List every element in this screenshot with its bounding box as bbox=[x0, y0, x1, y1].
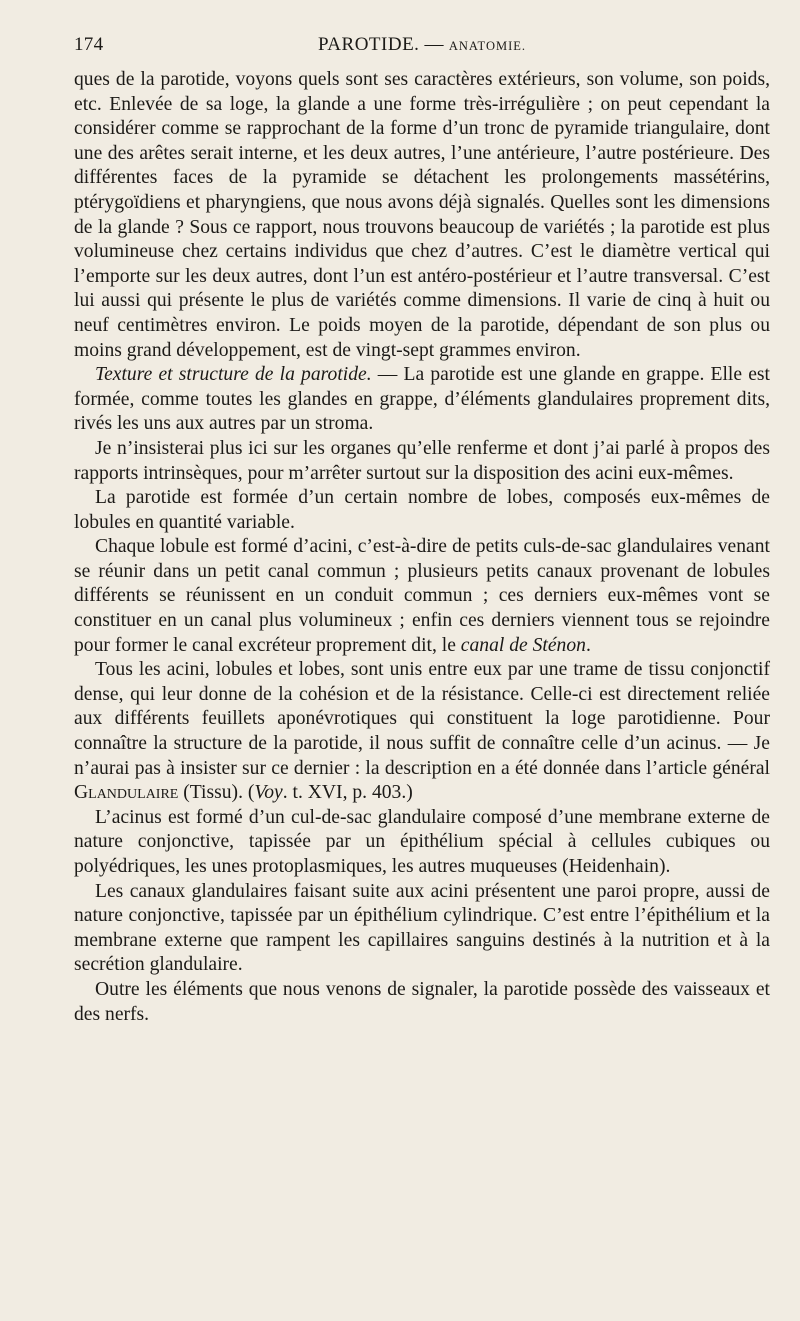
paragraph-lobule-end: . bbox=[585, 634, 591, 656]
paragraph-canaux: Les canaux glandulaires faisant suite aux acini présentent une paroi propre, aussi de nature conjonctive, tapissée par un épithélium cylindrique. C’est entre l’épithélium et la membrane externe que rampent les capillaires sanguins destinés à la nutrition et à la secrétion glandulaire. bbox=[74, 880, 770, 976]
running-head-dash: — bbox=[419, 34, 449, 55]
paragraph-lobule-text: Chaque lobule est formé d’acini, c’est-à-dire de petits culs-de-sac glandulaires venant se réunir dans un petit canal commun ; plusieurs petits canaux provenant de lobules différents se réunissent en un conduit commun ; ces derniers eux-mêmes vont se constituer en un canal plus volumineux ; enfin ces derniers viennent tous se rejoindre pour former le canal excréteur proprement dit, le bbox=[74, 536, 770, 656]
paragraph-vaisseaux: Outre les éléments que nous venons de signaler, la parotide possède des vaisseaux et des nerfs. bbox=[74, 978, 770, 1025]
paragraph-organes: Je n’insisterai plus ici sur les organes qu’elle renferme et dont j’ai parlé à propos des rapports intrinsèques, pour m’arrêter surtout sur la disposition des acini eux-mêmes. bbox=[74, 437, 770, 484]
paragraph-acini-end: . t. XVI, p. 403.) bbox=[282, 782, 413, 804]
paragraph-continuation: ques de la parotide, voyons quels sont ses caractères extérieurs, son volume, son poids, etc. Enlevée de sa loge, la glande a une forme très-irrégulière ; on peut cependant la considérer comme se rapprochant de la forme d’un tronc de pyramide triangulaire, dont une des arêtes serait interne, et les deux autres, l’une antérieure, l’autre postérieure. Des différentes faces de la pyramide se détachent les prolongements massétérins, ptérygoïdiens et pharyngiens, que nous avons déjà signalés. Quelles sont les dimensions de la glande ? Sous ce rapport, nous trouvons beaucoup de variétés ; la parotide est plus volumineuse chez certains individus que chez d’autres. C’est le diamètre vertical qui l’emporte sur les deux autres, dont l’un est antéro-postérieur et l’autre transversal. C’est lui aussi qui présente le plus de variétés comme dimensions. Il varie de cinq à huit ou neuf centimètres environ. Le poids moyen de la parotide, dépendant de son plus ou moins grand développement, est de vingt-sept grammes environ. bbox=[74, 69, 770, 361]
page-header bbox=[74, 34, 770, 68]
voy-reference: Voy bbox=[254, 782, 283, 804]
paragraph-texture bbox=[74, 363, 770, 437]
paragraph-acini-mid: (Tissu). ( bbox=[178, 782, 255, 804]
paragraph-texture-text: — La parotide est une glande en grappe. Elle est formée, comme toutes les glandes en grappe, d’éléments glandulaires proprement dits, rivés les uns aux autres par un stroma. bbox=[74, 364, 770, 435]
body-text bbox=[74, 68, 770, 1027]
running-head-title: PAROTIDE. bbox=[317, 34, 420, 55]
glandulaire-reference: Glandulaire bbox=[74, 782, 179, 804]
running-head-section: ANATOMIE. bbox=[448, 39, 527, 53]
page-number: 174 bbox=[74, 34, 104, 55]
paragraph-acini bbox=[74, 658, 770, 806]
running-head bbox=[74, 34, 770, 56]
paragraph-lobes: La parotide est formée d’un certain nombre de lobes, composés eux-mêmes de lobules en quantité variable. bbox=[74, 487, 770, 533]
canal-de-stenon: canal de Sténon bbox=[460, 634, 586, 656]
paragraph-acinus: L’acinus est formé d’un cul-de-sac glandulaire composé d’une membrane externe de nature conjonctive, tapissée par un épithélium spécial à cellules cubiques ou polyédriques, les unes protoplasmiques, les autres muqueuses (Heidenhain). bbox=[74, 806, 770, 877]
section-heading-texture: Texture et structure de la parotide. bbox=[95, 364, 372, 386]
paragraph-acini-text: Tous les acini, lobules et lobes, sont unis entre eux par une trame de tissu conjonctif dense, qui leur donne de la cohésion et de la résistance. Celle-ci est directement reliée aux différents feuillets aponévrotiques qui constituent la loge parotidienne. Pour connaître la structure de la parotide, il nous suffit de connaître celle d’un acinus. — Je n’aurai pas à insister sur ce dernier : la description en a été donnée dans l’article général bbox=[74, 659, 770, 779]
paragraph-lobule bbox=[74, 535, 770, 658]
